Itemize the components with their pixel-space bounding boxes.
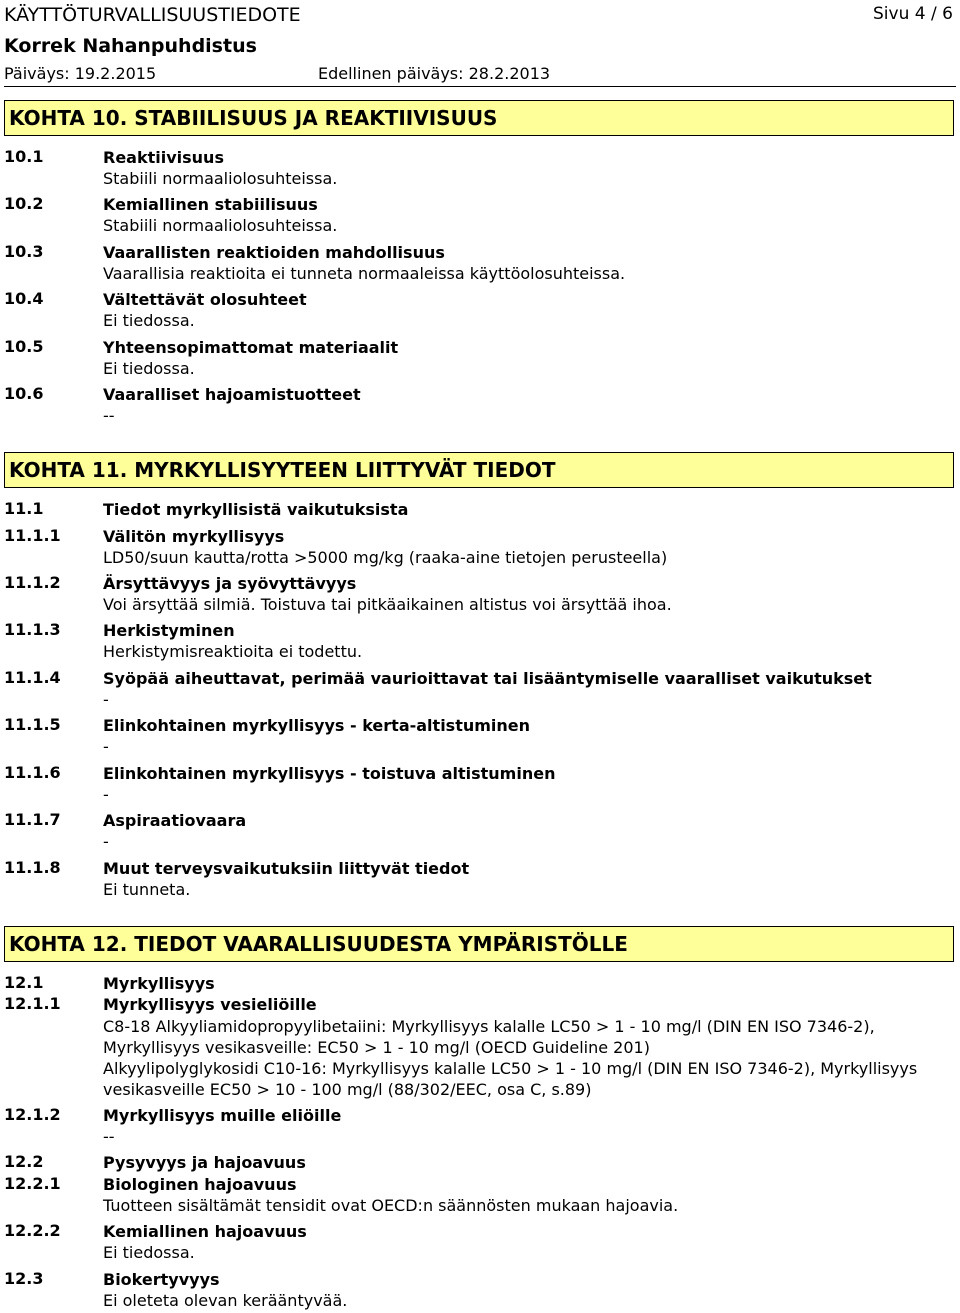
page-number: Sivu 4 / 6: [873, 4, 953, 24]
item-heading: Myrkyllisyys muille eliöille: [103, 1106, 342, 1125]
previous-revision-date: Edellinen päiväys: 28.2.2013: [318, 64, 551, 83]
item-heading: Vaaralliset hajoamistuotteet: [103, 385, 361, 404]
item-text: Stabiili normaaliolosuhteissa.: [103, 216, 338, 235]
item-number: 11.1.6: [4, 763, 61, 782]
item-number: 10.3: [4, 242, 44, 261]
item-heading: Biologinen hajoavuus: [103, 1175, 297, 1194]
item-text: -: [103, 832, 109, 851]
company-name: Korrek Nahanpuhdistus: [4, 35, 257, 57]
item-number: 11.1.1: [4, 526, 61, 545]
revision-date: Päiväys: 19.2.2015: [4, 64, 157, 83]
item-text: LD50/suun kautta/rotta >5000 mg/kg (raaka-aine tietojen perusteella): [103, 548, 668, 567]
item-heading: Biokertyvyys: [103, 1270, 220, 1289]
item-number: 11.1.7: [4, 810, 61, 829]
item-heading: Pysyvyys ja hajoavuus: [103, 1153, 306, 1172]
item-number: 12.2.1: [4, 1174, 61, 1193]
item-number: 12.1.1: [4, 994, 61, 1013]
item-number: 12.1: [4, 973, 44, 992]
item-heading: Välitön myrkyllisyys: [103, 527, 285, 546]
section-12-title: KOHTA 12. TIEDOT VAARALLISUUDESTA YMPÄRISTÖLLE: [4, 926, 954, 962]
item-heading: Kemiallinen stabiilisuus: [103, 195, 318, 214]
item-text: Ei tunneta.: [103, 880, 191, 899]
item-heading: Myrkyllisyys: [103, 974, 215, 993]
item-text: Tuotteen sisältämät tensidit ovat OECD:n säännösten mukaan hajoavia.: [103, 1196, 679, 1215]
item-heading: Vältettävät olosuhteet: [103, 290, 307, 309]
item-heading: Tiedot myrkyllisistä vaikutuksista: [103, 500, 409, 519]
item-text: --: [103, 1127, 115, 1146]
item-heading: Muut terveysvaikutuksiin liittyvät tiedot: [103, 859, 470, 878]
item-text: Ei tiedossa.: [103, 1243, 195, 1262]
item-text: Ei tiedossa.: [103, 311, 195, 330]
item-number: 11.1.8: [4, 858, 61, 877]
item-text: -: [103, 737, 109, 756]
item-number: 12.2.2: [4, 1221, 61, 1240]
item-heading: Kemiallinen hajoavuus: [103, 1222, 307, 1241]
item-number: 11.1.2: [4, 573, 61, 592]
item-heading: Vaarallisten reaktioiden mahdollisuus: [103, 243, 445, 262]
item-text: Alkyylipolyglykosidi C10-16: Myrkyllisyys kalalle LC50 > 1 - 10 mg/l (DIN EN ISO 7346-2), Myrkyllisyys vesikasveille EC50 > 10 - 100 mg/l (88/302/EEC, osa C, s.89): [103, 1059, 918, 1099]
item-text: C8-18 Alkyyliamidopropyylibetaiini: Myrkyllisyys kalalle LC50 > 1 - 10 mg/l (DIN EN ISO 7346-2), Myrkyllisyys vesikasveille: EC50 > 1 - 10 mg/l (OECD Guideline 201): [103, 1017, 875, 1057]
item-heading: Elinkohtainen myrkyllisyys - kerta-altistuminen: [103, 716, 531, 735]
item-number: 11.1.3: [4, 620, 61, 639]
item-number: 10.4: [4, 289, 44, 308]
item-heading: Myrkyllisyys vesieliöille: [103, 995, 317, 1014]
item-heading: Yhteensopimattomat materiaalit: [103, 338, 399, 357]
item-heading: Aspiraatiovaara: [103, 811, 247, 830]
item-number: 12.2: [4, 1152, 44, 1171]
item-text: Herkistymisreaktioita ei todettu.: [103, 642, 363, 661]
item-heading: Syöpää aiheuttavat, perimää vaurioittavat tai lisääntymiselle vaaralliset vaikutukset: [103, 669, 872, 688]
item-heading: Reaktiivisuus: [103, 148, 224, 167]
item-text: -: [103, 690, 109, 709]
item-text: Voi ärsyttää silmiä. Toistuva tai pitkäaikainen altistus voi ärsyttää ihoa.: [103, 595, 672, 614]
document-title: KÄYTTÖTURVALLISUUSTIEDOTE: [4, 4, 301, 26]
section-11-title: KOHTA 11. MYRKYLLISYYTEEN LIITTYVÄT TIEDOT: [4, 452, 954, 488]
item-number: 10.1: [4, 147, 44, 166]
item-number: 11.1: [4, 499, 44, 518]
item-heading: Elinkohtainen myrkyllisyys - toistuva altistuminen: [103, 764, 556, 783]
item-text: Ei oleteta olevan kerääntyvää.: [103, 1291, 348, 1310]
item-text: --: [103, 406, 115, 425]
item-number: 11.1.5: [4, 715, 61, 734]
item-number: 10.5: [4, 337, 44, 356]
item-number: 12.3: [4, 1269, 44, 1288]
item-heading: Herkistyminen: [103, 621, 235, 640]
section-10-title: KOHTA 10. STABIILISUUS JA REAKTIIVISUUS: [4, 100, 954, 136]
item-heading: Ärsyttävyys ja syövyttävyys: [103, 574, 357, 593]
item-number: 11.1.4: [4, 668, 61, 687]
item-text: Ei tiedossa.: [103, 359, 195, 378]
item-number: 10.2: [4, 194, 44, 213]
item-number: 12.1.2: [4, 1105, 61, 1124]
item-text: Vaarallisia reaktioita ei tunneta normaaleissa käyttöolosuhteissa.: [103, 264, 626, 283]
item-text: Stabiili normaaliolosuhteissa.: [103, 169, 338, 188]
item-text: -: [103, 785, 109, 804]
item-number: 10.6: [4, 384, 44, 403]
header-divider: [4, 86, 956, 87]
